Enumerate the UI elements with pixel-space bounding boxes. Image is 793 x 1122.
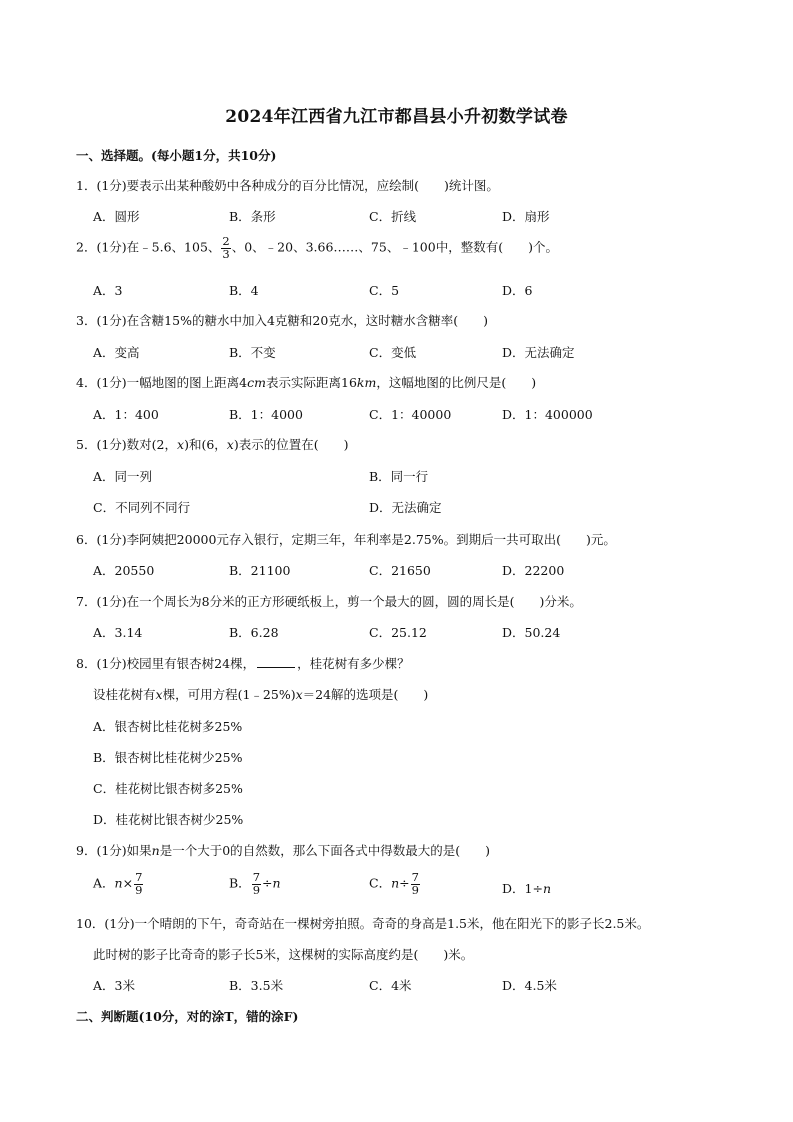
q10-option-c: C．4米 [369, 978, 412, 993]
q5-var-1: x [177, 437, 185, 452]
question-3: 3．(1分)在含糖15%的糖水中加入4克糖和20克水，这时糖水含糖率( ) [76, 313, 489, 328]
q9-option-c [369, 872, 421, 896]
q2-text-b: 、0、﹣20、3.66……、75、﹣100中，整数有( )个。 [231, 239, 558, 255]
q3-option-a: A．变高 [93, 345, 140, 360]
q6-option-c: C．21650 [369, 563, 431, 578]
q9-b-num: 7 [252, 870, 261, 884]
q8-option-a: A．银杏树比桂花树多25% [93, 719, 243, 734]
q7-option-d: D．50.24 [502, 625, 561, 640]
q10-option-b: B．3.5米 [229, 978, 284, 993]
q9-c-den: 9 [411, 882, 419, 897]
q4-option-a: A．1：400 [93, 407, 159, 422]
q10-option-a: A．3米 [93, 978, 135, 993]
q2-frac-num: 2 [222, 234, 230, 248]
q7-option-a: A．3.14 [93, 625, 143, 640]
q9-var-n: n [151, 843, 160, 858]
q5-option-b: B．同一行 [369, 469, 429, 484]
q8-text-b: ，桂花树有多少棵？ [297, 656, 410, 671]
q9-a-den: 9 [135, 882, 143, 897]
q5-text-b: )和(6， [184, 437, 227, 452]
question-7: 7．(1分)在一个周长为8分米的正方形硬纸板上，剪一个最大的圆，圆的周长是( )分米。 [76, 594, 582, 609]
exam-title: 2024年江西省九江市都昌县小升初数学试卷 [225, 107, 568, 127]
q5-option-a: A．同一列 [93, 469, 153, 484]
question-4 [76, 373, 536, 391]
q9-text-a: 9．(1分)如果 [76, 843, 152, 858]
question-1: 1．(1分)要表示出某种酸奶中各种成分的百分比情况，应绘制( )统计图。 [76, 178, 499, 193]
section-1-heading: 一、选择题。(每小题1分，共10分) [76, 148, 277, 163]
q2-option-b: B．4 [229, 283, 259, 298]
q2-option-c: C．5 [369, 283, 400, 298]
q2-option-a: A．3 [93, 283, 123, 298]
q4-unit-cm: cm [247, 375, 266, 390]
q1-option-a: A．圆形 [93, 209, 140, 224]
q7-option-c: C．25.12 [369, 625, 427, 640]
question-8-line-2 [93, 685, 428, 703]
q9-option-a [93, 872, 144, 896]
q9-c-label: C． [369, 875, 392, 891]
q3-option-d: D．无法确定 [502, 345, 575, 360]
q8-blank [257, 657, 295, 668]
q2-option-d: D．6 [502, 283, 533, 298]
question-5 [76, 435, 348, 453]
q9-b-den: 9 [252, 882, 261, 897]
q4-text-b: 表示实际距离16 [265, 375, 357, 390]
q9-c-fraction [411, 872, 420, 896]
q9-a-label: A． [93, 875, 115, 891]
q4-unit-km: km [356, 375, 377, 390]
q9-a-fraction [134, 872, 143, 896]
q4-text-a: 4．(1分)一幅地图的图上距离4 [76, 375, 248, 390]
q9-c-num: 7 [411, 870, 419, 884]
q5-option-d: D．无法确定 [369, 500, 442, 515]
q2-text-a: 2．(1分)在﹣5.6、105、 [76, 239, 221, 255]
question-10: 10．(1分)一个晴朗的下午，奇奇站在一棵树旁拍照。奇奇的身高是1.5米，他在阳光下的影子长2.5米。 [76, 916, 650, 931]
q3-option-c: C．变低 [369, 345, 417, 360]
q9-c-op: ÷ [399, 875, 410, 891]
q9-b-var: n [272, 875, 281, 891]
q3-option-b: B．不变 [229, 345, 276, 360]
q8-text-a: 8．(1分)校园里有银杏树24棵， [76, 656, 256, 671]
q8-option-c: C．桂花树比银杏树多25% [93, 781, 243, 796]
q1-option-d: D．扇形 [502, 209, 550, 224]
q1-option-b: B．条形 [229, 209, 276, 224]
q10-option-d: D．4.5米 [502, 978, 557, 993]
q4-option-b: B．1：4000 [229, 407, 303, 422]
q8-line2-b: 棵，可用方程(1﹣25%) [162, 687, 296, 702]
q1-option-c: C．折线 [369, 209, 417, 224]
q9-a-num: 7 [135, 870, 143, 884]
q7-option-b: B．6.28 [229, 625, 279, 640]
q5-text-c: )表示的位置在( ) [233, 437, 349, 452]
question-6: 6．(1分)李阿姨把20000元存入银行，定期三年，年利率是2.75%。到期后一共可取出( )元。 [76, 532, 616, 547]
q8-line2-a: 设桂花树有 [93, 687, 156, 702]
q9-option-d [502, 879, 551, 897]
q2-fraction [221, 236, 230, 260]
q9-b-op: ÷ [262, 875, 273, 891]
question-9 [76, 841, 490, 859]
q6-option-b: B．21100 [229, 563, 291, 578]
q9-option-b [229, 872, 281, 896]
question-8 [76, 654, 410, 672]
q9-c-var: n [391, 875, 400, 891]
q9-a-op: × [122, 875, 134, 891]
section-2-heading: 二、判断题(10分，对的涂T，错的涂F) [76, 1009, 299, 1024]
q4-option-d: D．1：400000 [502, 407, 593, 422]
q5-text-a: 5．(1分)数对(2， [76, 437, 177, 452]
q9-d-var: n [542, 881, 552, 896]
q6-option-d: D．22200 [502, 563, 565, 578]
q4-text-c: ，这幅地图的比例尺是( ) [376, 375, 537, 390]
q9-d-label: D．1÷ [502, 881, 543, 896]
q8-option-b: B．银杏树比桂花树少25% [93, 750, 243, 765]
question-2 [76, 236, 558, 260]
q6-option-a: A．20550 [93, 563, 155, 578]
q8-option-d: D．桂花树比银杏树少25% [93, 812, 244, 827]
q9-b-label: B． [229, 875, 251, 891]
question-10-line-2: 此时树的影子比奇奇的影子长5米，这棵树的实际高度约是( )米。 [93, 947, 474, 962]
q2-frac-den: 3 [222, 246, 230, 261]
q8-line2-c: ＝24解的选项是( ) [302, 687, 429, 702]
q9-b-fraction [252, 872, 261, 896]
q8-var-x: x [155, 687, 163, 702]
q5-var-2: x [226, 437, 234, 452]
q8-var-x-2: x [295, 687, 303, 702]
q4-option-c: C．1：40000 [369, 407, 452, 422]
q9-text-b: 是一个大于0的自然数，那么下面各式中得数最大的是( ) [159, 843, 490, 858]
q5-option-c: C．不同列不同行 [93, 500, 191, 515]
q9-a-var: n [114, 875, 123, 891]
